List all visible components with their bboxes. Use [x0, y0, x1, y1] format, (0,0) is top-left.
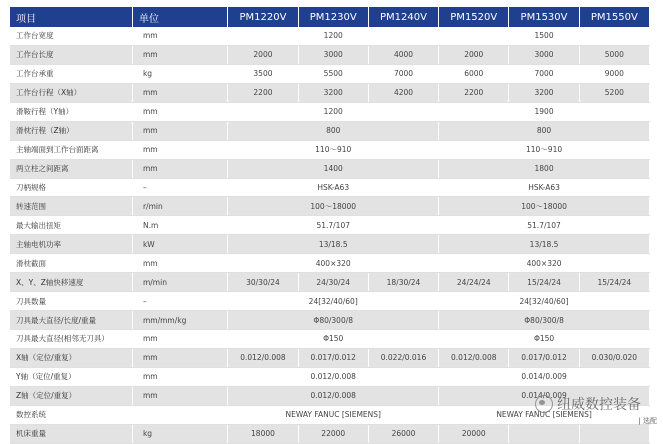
row-value: 4000: [368, 45, 438, 64]
row-value: 9000: [579, 64, 649, 83]
header-model: PM1220V: [228, 7, 298, 27]
row-value: 2000: [228, 45, 298, 64]
table-row: [10, 424, 650, 443]
row-unit: mm: [132, 254, 227, 273]
row-unit: mm: [132, 102, 227, 121]
wechat-icon: [535, 395, 553, 413]
row-item-label: 刀柄规格: [10, 178, 132, 197]
row-value: 5500: [298, 64, 368, 83]
row-value-merged: Φ150: [228, 330, 439, 349]
table-row: [10, 330, 650, 349]
row-value-merged: NEWAY FANUC [SIEMENS]: [439, 405, 650, 424]
row-unit: kW: [132, 235, 227, 254]
row-value-merged: 400×320: [228, 254, 439, 273]
row-value: 2000: [439, 45, 509, 64]
table-row: [10, 367, 650, 386]
row-value: 7000: [368, 64, 438, 83]
row-value: 3000: [298, 45, 368, 64]
row-unit: mm: [132, 83, 227, 102]
row-value: 4200: [368, 83, 438, 102]
row-value-merged: 51.7/107: [228, 216, 439, 235]
watermark: [535, 394, 641, 414]
row-value-merged: Φ150: [439, 330, 650, 349]
row-value-merged: 24[32/40/60]: [228, 292, 439, 311]
row-value-merged: 800: [228, 121, 439, 140]
row-value: 30/30/24: [228, 273, 298, 292]
table-row: [10, 45, 650, 64]
row-item-label: Z轴（定位/重复）: [10, 386, 132, 405]
row-value: [509, 424, 579, 443]
row-unit: kg: [132, 424, 227, 443]
row-unit: mm: [132, 45, 227, 64]
row-value: 2200: [228, 83, 298, 102]
row-value-merged: 51.7/107: [439, 216, 650, 235]
table-row: [10, 64, 650, 83]
row-item-label: X、Y、Z轴快移速度: [10, 273, 132, 292]
row-unit: mm: [132, 367, 227, 386]
spec-table-container: [10, 7, 650, 444]
row-value-merged: 1500: [439, 27, 650, 45]
table-row: [10, 273, 650, 292]
row-value-merged: 1900: [439, 102, 650, 121]
row-value-merged: 24[32/40/60]: [439, 292, 650, 311]
row-unit: m/min: [132, 273, 227, 292]
table-row: [10, 348, 650, 367]
row-value: 3000: [509, 45, 579, 64]
table-row: [10, 216, 650, 235]
table-row: [10, 159, 650, 178]
row-item-label: 滑枕行程（Z轴）: [10, 121, 132, 140]
row-value: 0.012/0.008: [439, 348, 509, 367]
row-item-label: Y轴（定位/重复）: [10, 367, 132, 386]
row-value-merged: Φ80/300/8: [228, 311, 439, 330]
row-value: 15/24/24: [579, 273, 649, 292]
row-value: 3500: [228, 64, 298, 83]
table-row: [10, 102, 650, 121]
row-value-merged: 1400: [228, 159, 439, 178]
row-value-merged: 100～18000: [228, 197, 439, 216]
table-row: [10, 197, 650, 216]
table-row: [10, 311, 650, 330]
row-unit: mm: [132, 386, 227, 405]
row-unit: mm: [132, 27, 227, 45]
row-item-label: 滑枕截面: [10, 254, 132, 273]
footnote: | 选配: [638, 417, 657, 425]
row-value: 3200: [298, 83, 368, 102]
row-unit: mm: [132, 159, 227, 178]
header-model: PM1550V: [579, 7, 649, 27]
row-value: 0.012/0.008: [228, 348, 298, 367]
row-item-label: 两立柱之间距离: [10, 159, 132, 178]
row-item-label: 刀具数量: [10, 292, 132, 311]
row-value: [579, 424, 649, 443]
row-value-merged: 100～18000: [439, 197, 650, 216]
row-value-merged: 400×320: [439, 254, 650, 273]
row-value: 24/30/24: [298, 273, 368, 292]
row-value-merged: 13/18.5: [439, 235, 650, 254]
table-row: [10, 140, 650, 159]
table-row: [10, 27, 650, 45]
table-row: [10, 83, 650, 102]
row-item-label: 工作台承重: [10, 64, 132, 83]
row-item-label: 刀具最大直径/长度/重量: [10, 311, 132, 330]
row-value-merged: 13/18.5: [228, 235, 439, 254]
row-item-label: 数控系统: [10, 405, 132, 424]
row-value-merged: 0.012/0.008: [228, 367, 439, 386]
row-value: 18000: [228, 424, 298, 443]
header-item: 项目: [10, 7, 132, 27]
row-value: 0.022/0.016: [368, 348, 438, 367]
row-item-label: 工作台宽度: [10, 27, 132, 45]
table-row: [10, 235, 650, 254]
row-unit: –: [132, 178, 227, 197]
row-unit: –: [132, 292, 227, 311]
row-value-merged: 110～910: [228, 140, 439, 159]
header-unit: 单位: [132, 7, 227, 27]
row-value: 18/30/24: [368, 273, 438, 292]
row-item-label: 最大输出扭矩: [10, 216, 132, 235]
row-value: 0.030/0.020: [579, 348, 649, 367]
row-item-label: 刀具最大直径(相邻无刀具）: [10, 330, 132, 349]
row-item-label: 主轴端面到工作台面距离: [10, 140, 132, 159]
row-value: 3200: [509, 83, 579, 102]
table-row: [10, 178, 650, 197]
row-value-merged: NEWAY FANUC [SIEMENS]: [228, 405, 439, 424]
row-value: 6000: [439, 64, 509, 83]
row-value-merged: 1200: [228, 102, 439, 121]
row-value: 24/24/24: [439, 273, 509, 292]
row-item-label: 主轴电机功率: [10, 235, 132, 254]
row-value: 20000: [439, 424, 509, 443]
row-value: 15/24/24: [509, 273, 579, 292]
row-value: 0.017/0.012: [509, 348, 579, 367]
spec-table: [10, 7, 650, 444]
row-value-merged: 110～910: [439, 140, 650, 159]
row-value-merged: 800: [439, 121, 650, 140]
row-value-merged: Φ80/300/8: [439, 311, 650, 330]
table-row: [10, 254, 650, 273]
table-row: [10, 292, 650, 311]
row-unit: mm: [132, 140, 227, 159]
row-value-merged: HSK-A63: [439, 178, 650, 197]
row-value: 5000: [579, 45, 649, 64]
row-item-label: X轴（定位/重复）: [10, 348, 132, 367]
row-value-merged: 1200: [228, 27, 439, 45]
row-item-label: 转速范围: [10, 197, 132, 216]
row-unit: N.m: [132, 216, 227, 235]
row-value-merged: 0.014/0.009: [439, 386, 650, 405]
row-unit: r/min: [132, 197, 227, 216]
row-value-merged: HSK-A63: [228, 178, 439, 197]
row-item-label: 工作台行程（X轴）: [10, 83, 132, 102]
header-model: PM1530V: [509, 7, 579, 27]
row-item-label: 工作台长度: [10, 45, 132, 64]
watermark-text: 纽威数控装备: [557, 397, 641, 413]
header-model: PM1230V: [298, 7, 368, 27]
row-value-merged: 0.012/0.008: [228, 386, 439, 405]
row-value: 26000: [368, 424, 438, 443]
row-item-label: 滑鞍行程（Y轴）: [10, 102, 132, 121]
row-value-merged: 1800: [439, 159, 650, 178]
row-unit: kg: [132, 64, 227, 83]
row-unit: mm/mm/kg: [132, 311, 227, 330]
row-value: 2200: [439, 83, 509, 102]
row-value: 0.017/0.012: [298, 348, 368, 367]
row-item-label: 机床重量: [10, 424, 132, 443]
row-unit: mm: [132, 330, 227, 349]
table-row: [10, 121, 650, 140]
row-value: 7000: [509, 64, 579, 83]
row-value-merged: 0.014/0.009: [439, 367, 650, 386]
row-unit: [132, 405, 227, 424]
table-header-row: [10, 7, 650, 27]
header-model: PM1240V: [368, 7, 438, 27]
row-unit: mm: [132, 348, 227, 367]
header-model: PM1520V: [439, 7, 509, 27]
row-value: 5200: [579, 83, 649, 102]
row-value: 22000: [298, 424, 368, 443]
row-unit: mm: [132, 121, 227, 140]
